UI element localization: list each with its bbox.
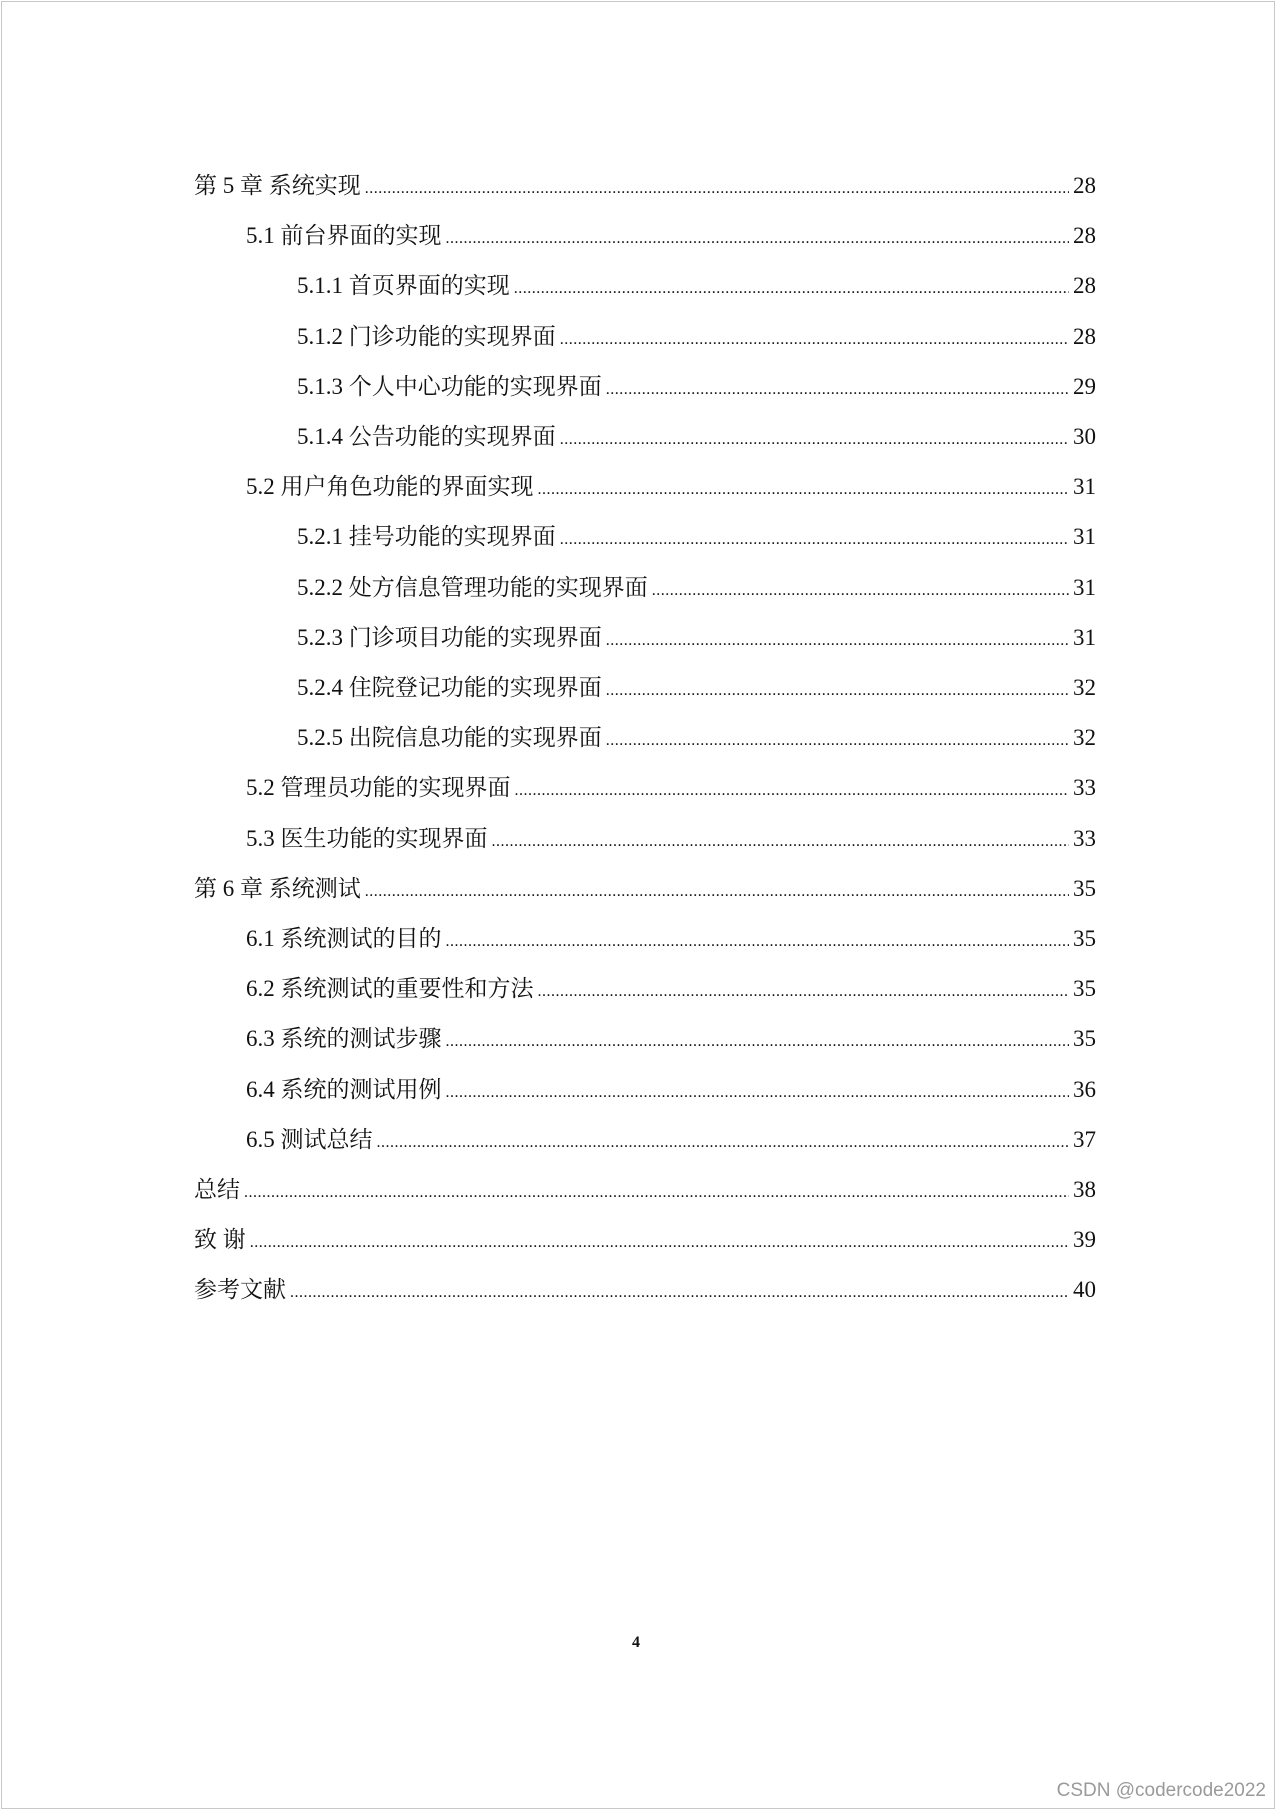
toc-dot-leader: [290, 1282, 1069, 1304]
toc-dot-leader: [560, 529, 1069, 551]
toc-entry[interactable]: [246, 762, 1096, 802]
toc-entry-page: 40: [1073, 1277, 1096, 1303]
toc-dot-leader: [446, 1031, 1070, 1053]
toc-entry-title: 参考文献: [194, 1277, 286, 1303]
toc-dot-leader: [606, 680, 1069, 702]
toc-entry-page: 28: [1073, 173, 1096, 198]
toc-entry[interactable]: [194, 863, 1096, 903]
toc-entry-page: 33: [1073, 775, 1096, 801]
toc-entry-title: 5.3 医生功能的实现界面: [246, 825, 488, 851]
toc-entry-page: 29: [1073, 373, 1096, 399]
toc-entry[interactable]: [297, 511, 1096, 551]
toc-entry-title: 5.1.1 首页界面的实现: [297, 273, 510, 299]
toc-entry-title: 5.2 管理员功能的实现界面: [246, 775, 511, 801]
toc-entry-page: 35: [1073, 875, 1096, 901]
toc-entry[interactable]: [246, 210, 1096, 250]
toc-entry[interactable]: [194, 1264, 1096, 1304]
page-number: 4: [632, 1634, 640, 1651]
toc-dot-leader: [606, 379, 1069, 401]
toc-entry[interactable]: [297, 311, 1096, 351]
toc-entry-title: 6.2 系统测试的重要性和方法: [246, 976, 534, 1002]
toc-entry[interactable]: [297, 662, 1096, 702]
toc-entry[interactable]: [297, 411, 1096, 451]
toc-dot-leader: [377, 1132, 1070, 1154]
toc-entry[interactable]: [246, 1064, 1096, 1104]
toc-entry-page: 31: [1073, 574, 1096, 600]
toc-entry-page: 35: [1073, 926, 1096, 951]
toc-dot-leader: [446, 931, 1070, 953]
toc-entry-title: 5.2.1 挂号功能的实现界面: [297, 524, 556, 550]
toc-entry-title: 5.1.2 门诊功能的实现界面: [297, 323, 556, 349]
toc-entry-page: 35: [1073, 1026, 1096, 1052]
toc-entry-title: 5.2.4 住院登记功能的实现界面: [297, 675, 602, 700]
toc-dot-leader: [250, 1232, 1069, 1254]
toc-dot-leader: [244, 1182, 1069, 1204]
toc-entry[interactable]: [297, 612, 1096, 652]
toc-dot-leader: [446, 228, 1070, 250]
toc-entry-title: 5.1.3 个人中心功能的实现界面: [297, 373, 602, 399]
toc-dot-leader: [606, 730, 1069, 752]
toc-entry-title: 5.2.2 处方信息管理功能的实现界面: [297, 574, 648, 600]
toc-entry-title: 第 5 章 系统实现: [194, 173, 361, 198]
toc-dot-leader: [446, 1082, 1070, 1104]
toc-dot-leader: [560, 429, 1069, 451]
toc-entry-title: 6.3 系统的测试步骤: [246, 1026, 442, 1052]
toc-entry-title: 5.1.4 公告功能的实现界面: [297, 424, 556, 449]
toc-entry[interactable]: [297, 562, 1096, 602]
toc-entry-page: 31: [1073, 474, 1096, 500]
toc-dot-leader: [606, 630, 1069, 652]
toc-entry-page: 36: [1073, 1076, 1096, 1102]
toc-entry-title: 致 谢: [194, 1227, 246, 1253]
toc-entry[interactable]: [246, 461, 1096, 501]
toc-entry-title: 第 6 章 系统测试: [194, 875, 361, 901]
toc-entry-page: 28: [1073, 323, 1096, 349]
toc-entry[interactable]: [194, 1164, 1096, 1204]
toc-entry-page: 28: [1073, 223, 1096, 249]
toc-entry-page: 39: [1073, 1227, 1096, 1253]
toc-entry-title: 5.1 前台界面的实现: [246, 223, 442, 249]
toc-dot-leader: [538, 479, 1070, 501]
toc-dot-leader: [538, 981, 1070, 1003]
toc-entry-page: 32: [1073, 675, 1096, 700]
toc-entry[interactable]: [246, 963, 1096, 1003]
toc-entry-title: 总结: [194, 1177, 240, 1202]
toc-entry-page: 30: [1073, 424, 1096, 449]
toc-entry-page: 28: [1073, 273, 1096, 299]
toc-entry[interactable]: [246, 813, 1096, 853]
toc-entry-page: 33: [1073, 825, 1096, 851]
toc-dot-leader: [514, 278, 1069, 300]
toc-entry-title: 6.1 系统测试的目的: [246, 926, 442, 951]
toc-entry[interactable]: [246, 913, 1096, 953]
toc-dot-leader: [365, 881, 1069, 903]
toc-dot-leader: [515, 780, 1070, 802]
toc-entry[interactable]: [194, 1214, 1096, 1254]
toc-entry-title: 6.4 系统的测试用例: [246, 1076, 442, 1102]
toc-entry[interactable]: [246, 1013, 1096, 1053]
toc-entry-page: 31: [1073, 624, 1096, 650]
toc-dot-leader: [652, 580, 1069, 602]
toc-entry-title: 5.2 用户角色功能的界面实现: [246, 474, 534, 500]
toc-entry-page: 31: [1073, 524, 1096, 550]
toc-entry-page: 32: [1073, 725, 1096, 751]
toc-dot-leader: [560, 329, 1069, 351]
toc-entry[interactable]: [297, 260, 1096, 300]
toc-entry[interactable]: [297, 361, 1096, 401]
toc-entry[interactable]: [246, 1114, 1096, 1154]
watermark: CSDN @codercode2022: [1056, 1780, 1266, 1801]
toc-entry[interactable]: [297, 712, 1096, 752]
toc-entry-title: 5.2.3 门诊项目功能的实现界面: [297, 624, 602, 650]
toc-dot-leader: [492, 831, 1070, 853]
toc-entry-title: 5.2.5 出院信息功能的实现界面: [297, 725, 602, 751]
toc-entry-page: 38: [1073, 1177, 1096, 1202]
toc-entry[interactable]: [194, 160, 1096, 200]
toc-dot-leader: [365, 178, 1069, 200]
toc-entry-title: 6.5 测试总结: [246, 1126, 373, 1152]
toc-entry-page: 37: [1073, 1126, 1096, 1152]
toc-entry-page: 35: [1073, 976, 1096, 1002]
